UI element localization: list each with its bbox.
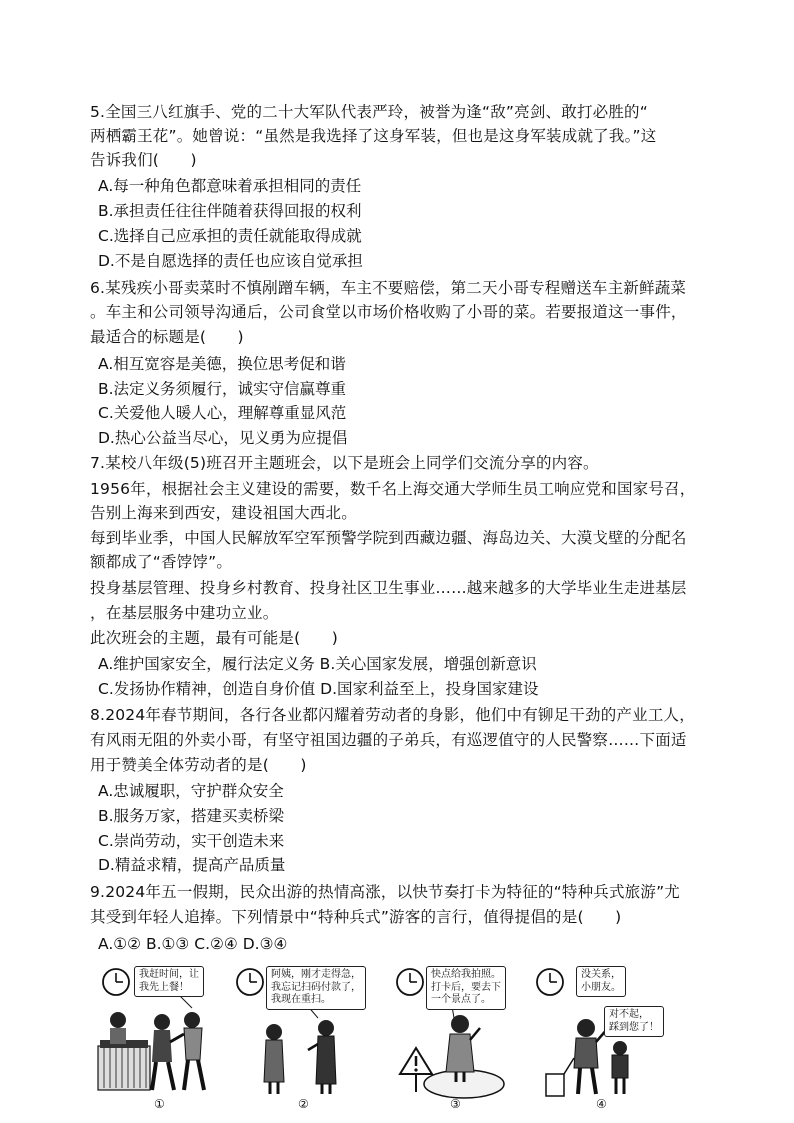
q7-line-2: 1956年，根据社会主义建设的需要，数千名上海交通大学师生员工响应党和国家号召， xyxy=(90,480,696,498)
comic-panel-1 xyxy=(92,962,227,1112)
bubble-line: 没关系， xyxy=(581,969,621,980)
q7-options-row-2: C.发扬协作精神，创造自身价值 D.国家利益至上，投身国家建设 xyxy=(98,680,539,698)
comic-panel-2 xyxy=(234,962,369,1112)
clock-icon xyxy=(103,969,129,995)
panel-label: ④ xyxy=(596,1097,607,1111)
q8-line-2: 有风雨无阻的外卖小哥，有坚守祖国边疆的子弟兵，有巡逻值守的人民警察……下面适 xyxy=(90,731,687,749)
q5-line-1: 5.全国三八红旗手、党的二十大军队代表严玲，被誉为逢“敌”亮剑、敢打必胜的“ xyxy=(90,103,648,121)
q6-line-1: 6.某残疾小哥卖菜时不慎剐蹭车辆，车主不要赔偿，第二天小哥专程赠送车主新鲜蔬菜 xyxy=(90,279,687,297)
comic-panel-4 xyxy=(532,962,667,1112)
speech-bubble xyxy=(266,966,366,1010)
q9-line-2: 其受到年轻人追捧。下列情景中“特种兵式”游客的言行，值得提倡的是( ) xyxy=(90,908,622,926)
q6-option-a: A.相互宽容是美德，换位思考促和谐 xyxy=(98,355,346,373)
q7-line-4: 每到毕业季，中国人民解放军空军预警学院到西藏边疆、海岛边关、大漠戈壁的分配名 xyxy=(90,529,687,547)
q7-line-3: 告别上海来到西安，建设祖国大西北。 xyxy=(90,504,357,522)
panel-label: ③ xyxy=(450,1097,461,1111)
panel-label: ② xyxy=(298,1097,309,1111)
q5-line-3: 告诉我们( ) xyxy=(90,151,197,169)
q8-option-c: C.崇尚劳动，实干创造未来 xyxy=(98,832,285,850)
bubble-line: 我现在重扫。 xyxy=(271,994,331,1005)
q8-option-d: D.精益求精，提高产品质量 xyxy=(98,856,286,874)
comic-strip xyxy=(92,962,682,1112)
q6-option-c: C.关爱他人暖人心，理解尊重显风范 xyxy=(98,404,347,422)
speech-bubble xyxy=(576,966,626,997)
q5-option-b: B.承担责任往往伴随着获得回报的权利 xyxy=(98,202,362,220)
clock-icon xyxy=(537,969,563,995)
q6-line-2: 。车主和公司领导沟通后，公司食堂以市场价格收购了小哥的菜。若要报道这一事件， xyxy=(90,303,687,321)
q7-line-8: 此次班会的主题，最有可能是( ) xyxy=(90,629,338,647)
speech-bubble-child xyxy=(604,1006,664,1037)
q6-option-d: D.热心公益当尽心，见义勇为应提倡 xyxy=(98,429,348,447)
speech-bubble xyxy=(134,966,204,997)
q5-option-c: C.选择自己应承担的责任就能取得成就 xyxy=(98,227,362,245)
bubble-line: 一个景点了。 xyxy=(431,994,491,1005)
q7-line-6: 投身基层管理、投身乡村教育、投身社区卫生事业……越来越多的大学毕业生走进基层 xyxy=(90,579,687,597)
q5-option-a: A.每一种角色都意味着承担相同的责任 xyxy=(98,177,362,195)
clock-icon xyxy=(397,969,423,995)
bubble-line: 我先上餐！ xyxy=(139,981,189,993)
bubble-line: 我忘记扫码付款了， xyxy=(271,981,361,993)
q8-option-b: B.服务万家，搭建买卖桥梁 xyxy=(98,807,285,825)
clock-icon xyxy=(237,969,263,995)
comic-panel-3 xyxy=(394,962,529,1112)
speech-bubble xyxy=(426,966,506,1010)
q9-line-1: 9.2024年五一假期，民众出游的热情高涨，以快节奏打卡为特征的“特种兵式旅游”尤 xyxy=(90,883,680,901)
q5-option-d: D.不是自愿选择的责任也应该自觉承担 xyxy=(98,252,363,270)
q8-option-a: A.忠诚履职，守护群众安全 xyxy=(98,782,284,800)
bubble-line: 阿姨，刚才走得急， xyxy=(271,969,361,980)
bubble-line: 打卡后，要去下 xyxy=(431,981,501,993)
q8-line-1: 8.2024年春节期间，各行各业都闪耀着劳动者的身影，他们中有铆足干劲的产业工人， xyxy=(90,706,695,724)
q7-line-5: 额都成了“香饽饽”。 xyxy=(90,553,233,571)
q7-options-row-1: A.维护国家安全，履行法定义务 B.关心国家发展，增强创新意识 xyxy=(98,655,537,673)
q5-line-2: 两栖霸王花”。她曾说：“虽然是我选择了这身军装，但也是这身军装成就了我。”这 xyxy=(90,127,657,145)
q7-line-7: ，在基层服务中建功立业。 xyxy=(90,604,279,622)
bubble-line: 我赶时间，让 xyxy=(139,969,199,980)
bubble-line: 对不起， xyxy=(609,1009,649,1020)
q8-line-3: 用于赞美全体劳动者的是( ) xyxy=(90,756,307,774)
bubble-line: 小朋友。 xyxy=(581,981,621,993)
q6-option-b: B.法定义务须履行，诚实守信赢尊重 xyxy=(98,380,347,398)
panel-label: ① xyxy=(154,1097,165,1111)
bubble-line: 快点给我拍照。 xyxy=(431,969,501,980)
q6-line-3: 最适合的标题是( ) xyxy=(90,328,244,346)
bubble-line: 踩到您了！ xyxy=(609,1021,659,1033)
q9-options: A.①② B.①③ C.②④ D.③④ xyxy=(98,935,288,953)
q7-line-1: 7.某校八年级(5)班召开主题班会，以下是班会上同学们交流分享的内容。 xyxy=(90,454,599,472)
